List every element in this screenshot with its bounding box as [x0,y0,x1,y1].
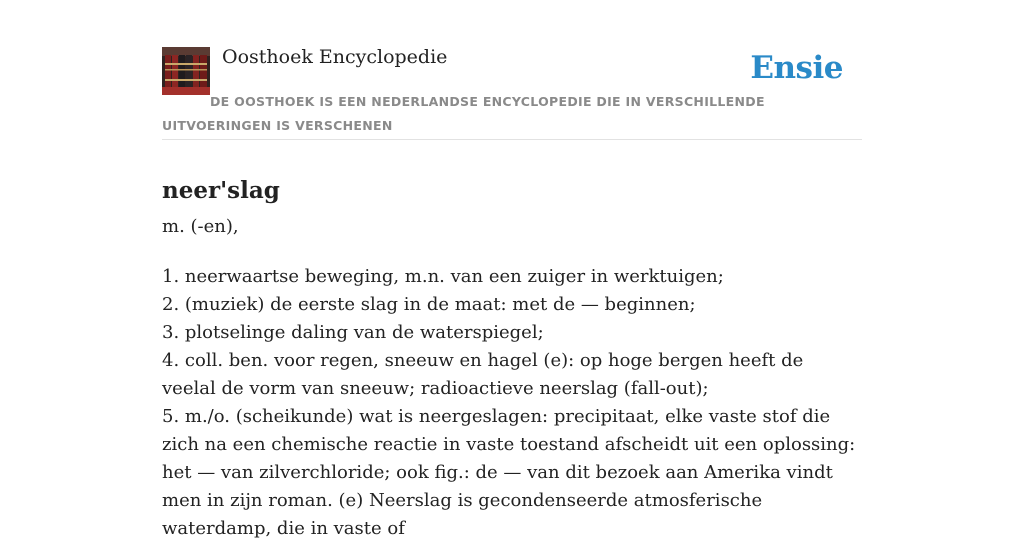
encyclopedia-books-icon[interactable] [162,47,210,95]
definition-item: 1. neerwaartse beweging, m.n. van een zuiger in werktuigen; [162,266,724,287]
site-header [162,0,862,140]
avatar-image [162,47,210,95]
entry-page [162,0,862,539]
definition-item: 4. coll. ben. voor regen, sneeuw en hagel (e): op hoge bergen heeft de veelal de vorm van sneeuw; radioactieve neerslag (fall-out); [162,350,804,399]
entry-grammar: m. (-en), [162,216,239,237]
definition-item: 5. m./o. (scheikunde) wat is neergeslagen: precipitaat, elke vaste stof die zich na een chemische reactie in vaste toestand afscheidt uit een oplossing: het — van zilverchloride; ook fig.: de — van dit bezoek aan Amerika vindt men in zijn roman. (e) Neerslag is gecondenseerde atmosferische waterdamp, die in vaste of [162,406,856,539]
definition-list [162,263,862,543]
entry-headword: neer'slag [162,177,280,205]
site-title[interactable]: Oosthoek Encyclopedie [222,46,448,68]
definition-item: 3. plotselinge daling van de waterspiegel; [162,322,544,343]
definition-item: 2. (muziek) de eerste slag in de maat: met de — beginnen; [162,294,696,315]
brand-logo[interactable]: Ensie [750,50,843,86]
site-tagline: DE OOSTHOEK IS EEN NEDERLANDSE ENCYCLOPEDIE DIE IN VERSCHILLENDE UITVOERINGEN IS VERSCHENEN [162,94,765,133]
